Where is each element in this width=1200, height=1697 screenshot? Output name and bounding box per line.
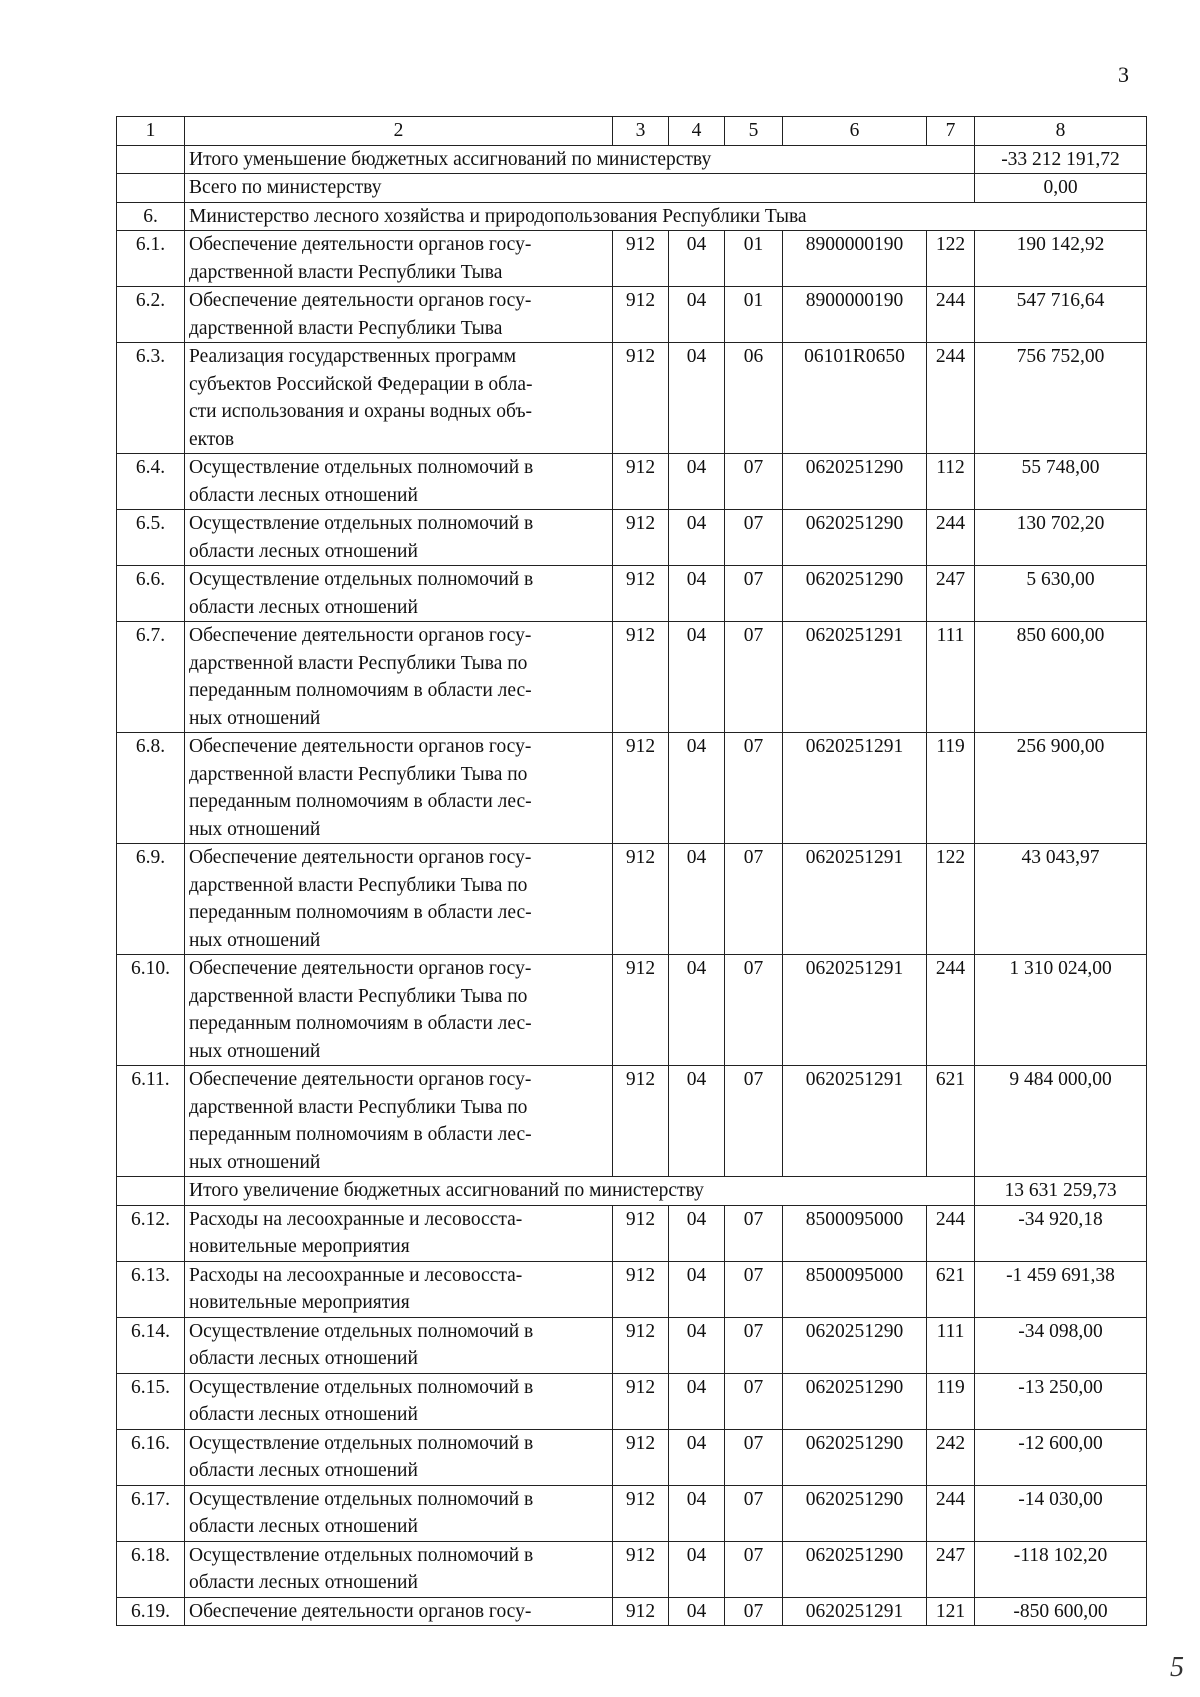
description-line: области лесных отношений xyxy=(189,484,418,506)
ministry-code: 912 xyxy=(613,454,669,510)
ministry-code: 912 xyxy=(613,231,669,287)
target-article-code: 0620251291 xyxy=(783,1066,927,1177)
table-row xyxy=(117,1485,1147,1541)
target-article-code: 0620251291 xyxy=(783,1597,927,1626)
target-article-code: 8500095000 xyxy=(783,1261,927,1317)
row-number: 6.17. xyxy=(117,1485,185,1541)
table-header-row xyxy=(117,117,1147,146)
ministry-code: 912 xyxy=(613,844,669,955)
row-description xyxy=(185,343,613,454)
row-number: 6.1. xyxy=(117,231,185,287)
amount: -34 098,00 xyxy=(975,1317,1147,1373)
description-line: новительные мероприятия xyxy=(189,1236,410,1257)
summary-label: Итого уменьшение бюджетных ассигнований по министерству xyxy=(185,145,975,174)
row-description xyxy=(185,1317,613,1373)
subsection-code: 07 xyxy=(725,844,783,955)
page-number: 3 xyxy=(1118,62,1129,87)
amount: 190 142,92 xyxy=(975,231,1147,287)
header-cell-1: 1 xyxy=(117,117,185,146)
row-description xyxy=(185,844,613,955)
row-number-cell xyxy=(117,174,185,203)
description-line: ных отношений xyxy=(189,929,321,951)
expense-type-code: 244 xyxy=(927,1205,975,1261)
table-row xyxy=(117,1597,1147,1626)
description-line: дарственной власти Республики Тыва по xyxy=(189,763,528,785)
subsection-code: 07 xyxy=(725,622,783,733)
description-line: области лесных отношений xyxy=(189,1572,418,1593)
expense-type-code: 119 xyxy=(927,1373,975,1429)
budget-table-body xyxy=(117,117,1147,1626)
header-cell-5: 5 xyxy=(725,117,783,146)
header-cell-3: 3 xyxy=(613,117,669,146)
section-code: 04 xyxy=(669,1261,725,1317)
section-row xyxy=(117,202,1147,231)
target-article-code: 8900000190 xyxy=(783,231,927,287)
ministry-code: 912 xyxy=(613,1373,669,1429)
description-line: Осуществление отдельных полномочий в xyxy=(189,1432,534,1454)
subsection-code: 07 xyxy=(725,1485,783,1541)
expense-type-code: 247 xyxy=(927,566,975,622)
row-description xyxy=(185,1066,613,1177)
row-description xyxy=(185,566,613,622)
row-number: 6.2. xyxy=(117,287,185,343)
expense-type-code: 621 xyxy=(927,1066,975,1177)
ministry-code: 912 xyxy=(613,1541,669,1597)
target-article-code: 0620251290 xyxy=(783,1429,927,1485)
header-cell-2: 2 xyxy=(185,117,613,146)
subsection-code: 01 xyxy=(725,287,783,343)
description-line: ных отношений xyxy=(189,818,321,840)
description-line: Расходы на лесоохранные и лесовосста- xyxy=(189,1208,523,1230)
target-article-code: 0620251291 xyxy=(783,622,927,733)
row-number: 6.19. xyxy=(117,1597,185,1626)
amount: -118 102,20 xyxy=(975,1541,1147,1597)
description-line: Обеспечение деятельности органов госу- xyxy=(189,1600,532,1622)
expense-type-code: 121 xyxy=(927,1597,975,1626)
description-line: Осуществление отдельных полномочий в xyxy=(189,457,534,478)
header-cell-7: 7 xyxy=(927,117,975,146)
row-number: 6.13. xyxy=(117,1261,185,1317)
table-row xyxy=(117,1429,1147,1485)
amount: 5 630,00 xyxy=(975,566,1147,622)
description-line: дарственной власти Республики Тыва по xyxy=(189,652,528,674)
row-description xyxy=(185,231,613,287)
row-number: 6.4. xyxy=(117,454,185,510)
description-line: Обеспечение деятельности органов госу- xyxy=(189,736,532,757)
target-article-code: 0620251290 xyxy=(783,566,927,622)
description-line: Обеспечение деятельности органов госу- xyxy=(189,847,532,868)
subsection-code: 06 xyxy=(725,343,783,454)
description-line: области лесных отношений xyxy=(189,596,418,618)
section-code: 04 xyxy=(669,1429,725,1485)
description-line: дарственной власти Республики Тыва по xyxy=(189,1096,528,1118)
subsection-code: 07 xyxy=(725,454,783,510)
table-row xyxy=(117,287,1147,343)
section-code: 04 xyxy=(669,622,725,733)
description-line: Обеспечение деятельности органов госу- xyxy=(189,290,532,311)
target-article-code: 8500095000 xyxy=(783,1205,927,1261)
subsection-code: 07 xyxy=(725,1597,783,1626)
ministry-code: 912 xyxy=(613,1597,669,1626)
row-number-cell xyxy=(117,145,185,174)
expense-type-code: 244 xyxy=(927,510,975,566)
expense-type-code: 242 xyxy=(927,1429,975,1485)
target-article-code: 0620251291 xyxy=(783,733,927,844)
table-row xyxy=(117,1373,1147,1429)
table-row xyxy=(117,955,1147,1066)
section-code: 04 xyxy=(669,955,725,1066)
ministry-code: 912 xyxy=(613,1429,669,1485)
header-cell-6: 6 xyxy=(783,117,927,146)
ministry-code: 912 xyxy=(613,343,669,454)
expense-type-code: 112 xyxy=(927,454,975,510)
table-row xyxy=(117,1066,1147,1177)
section-code: 04 xyxy=(669,343,725,454)
section-title: Министерство лесного хозяйства и природопользования Республики Тыва xyxy=(185,202,1147,231)
section-code: 04 xyxy=(669,1541,725,1597)
row-number: 6.6. xyxy=(117,566,185,622)
summary-row xyxy=(117,174,1147,203)
description-line: ных отношений xyxy=(189,1040,321,1062)
amount: 547 716,64 xyxy=(975,287,1147,343)
subsection-code: 07 xyxy=(725,1066,783,1177)
ministry-code: 912 xyxy=(613,622,669,733)
expense-type-code: 119 xyxy=(927,733,975,844)
row-description xyxy=(185,1261,613,1317)
subsection-code: 07 xyxy=(725,1317,783,1373)
description-line: Осуществление отдельных полномочий в xyxy=(189,1376,534,1398)
subsection-code: 07 xyxy=(725,1205,783,1261)
description-line: ектов xyxy=(189,428,235,450)
description-line: Осуществление отдельных полномочий в xyxy=(189,569,534,590)
row-number: 6.18. xyxy=(117,1541,185,1597)
description-line: области лесных отношений xyxy=(189,540,418,562)
summary-row xyxy=(117,1177,1147,1206)
expense-type-code: 244 xyxy=(927,955,975,1066)
row-description xyxy=(185,1541,613,1597)
amount: 130 702,20 xyxy=(975,510,1147,566)
target-article-code: 8900000190 xyxy=(783,287,927,343)
amount: 1 310 024,00 xyxy=(975,955,1147,1066)
section-code: 04 xyxy=(669,231,725,287)
ministry-code: 912 xyxy=(613,955,669,1066)
target-article-code: 06101R0650 xyxy=(783,343,927,454)
amount: -34 920,18 xyxy=(975,1205,1147,1261)
header-cell-8: 8 xyxy=(975,117,1147,146)
target-article-code: 0620251290 xyxy=(783,1317,927,1373)
table-row xyxy=(117,733,1147,844)
section-code: 04 xyxy=(669,844,725,955)
table-row xyxy=(117,231,1147,287)
subsection-code: 07 xyxy=(725,510,783,566)
description-line: ных отношений xyxy=(189,1151,321,1173)
row-number: 6.8. xyxy=(117,733,185,844)
description-line: Осуществление отдельных полномочий в xyxy=(189,513,534,534)
expense-type-code: 244 xyxy=(927,1485,975,1541)
expense-type-code: 621 xyxy=(927,1261,975,1317)
section-code: 04 xyxy=(669,510,725,566)
description-line: области лесных отношений xyxy=(189,1348,418,1369)
ministry-code: 912 xyxy=(613,1261,669,1317)
target-article-code: 0620251290 xyxy=(783,1485,927,1541)
target-article-code: 0620251290 xyxy=(783,1373,927,1429)
section-code: 04 xyxy=(669,1597,725,1626)
target-article-code: 0620251291 xyxy=(783,844,927,955)
amount: 850 600,00 xyxy=(975,622,1147,733)
summary-value: 13 631 259,73 xyxy=(975,1177,1147,1206)
table-row xyxy=(117,343,1147,454)
section-code: 04 xyxy=(669,454,725,510)
section-code: 04 xyxy=(669,1317,725,1373)
row-number: 6.11. xyxy=(117,1066,185,1177)
row-number: 6.15. xyxy=(117,1373,185,1429)
description-line: Осуществление отдельных полномочий в xyxy=(189,1488,534,1510)
table-row xyxy=(117,454,1147,510)
description-line: переданным полномочиям в области лес- xyxy=(189,902,532,923)
expense-type-code: 111 xyxy=(927,1317,975,1373)
row-description xyxy=(185,955,613,1066)
section-code: 04 xyxy=(669,566,725,622)
description-line: области лесных отношений xyxy=(189,1404,418,1425)
table-row xyxy=(117,1317,1147,1373)
description-line: Осуществление отдельных полномочий в xyxy=(189,1544,534,1566)
row-description xyxy=(185,1373,613,1429)
ministry-code: 912 xyxy=(613,733,669,844)
section-code: 04 xyxy=(669,1485,725,1541)
handwritten-page-mark: 5 xyxy=(1170,1652,1184,1683)
table-row xyxy=(117,1541,1147,1597)
expense-type-code: 122 xyxy=(927,231,975,287)
table-row xyxy=(117,1205,1147,1261)
amount: 43 043,97 xyxy=(975,844,1147,955)
description-line: сти использования и охраны водных объ- xyxy=(189,401,533,422)
section-code: 04 xyxy=(669,1205,725,1261)
row-number: 6.16. xyxy=(117,1429,185,1485)
description-line: области лесных отношений xyxy=(189,1516,418,1537)
expense-type-code: 244 xyxy=(927,287,975,343)
target-article-code: 0620251290 xyxy=(783,454,927,510)
description-line: Обеспечение деятельности органов госу- xyxy=(189,234,532,255)
description-line: дарственной власти Республики Тыва по xyxy=(189,874,528,896)
amount: 55 748,00 xyxy=(975,454,1147,510)
expense-type-code: 244 xyxy=(927,343,975,454)
ministry-code: 912 xyxy=(613,1317,669,1373)
amount: 256 900,00 xyxy=(975,733,1147,844)
ministry-code: 912 xyxy=(613,1066,669,1177)
row-number: 6.3. xyxy=(117,343,185,454)
amount: 756 752,00 xyxy=(975,343,1147,454)
ministry-code: 912 xyxy=(613,510,669,566)
description-line: Осуществление отдельных полномочий в xyxy=(189,1320,534,1342)
description-line: дарственной власти Республики Тыва xyxy=(189,261,503,283)
subsection-code: 01 xyxy=(725,231,783,287)
description-line: Реализация государственных программ xyxy=(189,346,517,367)
subsection-code: 07 xyxy=(725,1373,783,1429)
description-line: Обеспечение деятельности органов госу- xyxy=(189,1069,532,1090)
description-line: дарственной власти Республики Тыва по xyxy=(189,985,528,1007)
subsection-code: 07 xyxy=(725,566,783,622)
row-number: 6.7. xyxy=(117,622,185,733)
description-line: переданным полномочиям в области лес- xyxy=(189,1013,532,1034)
row-description xyxy=(185,733,613,844)
target-article-code: 0620251290 xyxy=(783,510,927,566)
row-description xyxy=(185,1205,613,1261)
target-article-code: 0620251290 xyxy=(783,1541,927,1597)
row-number-cell xyxy=(117,1177,185,1206)
table-row xyxy=(117,566,1147,622)
description-line: дарственной власти Республики Тыва xyxy=(189,317,503,339)
ministry-code: 912 xyxy=(613,566,669,622)
amount: -13 250,00 xyxy=(975,1373,1147,1429)
summary-label: Итого увеличение бюджетных ассигнований по министерству xyxy=(185,1177,975,1206)
table-row xyxy=(117,1261,1147,1317)
summary-row xyxy=(117,145,1147,174)
section-number: 6. xyxy=(117,202,185,231)
amount: 9 484 000,00 xyxy=(975,1066,1147,1177)
summary-value: -33 212 191,72 xyxy=(975,145,1147,174)
subsection-code: 07 xyxy=(725,1429,783,1485)
amount: -14 030,00 xyxy=(975,1485,1147,1541)
section-code: 04 xyxy=(669,733,725,844)
summary-value: 0,00 xyxy=(975,174,1147,203)
row-description xyxy=(185,1485,613,1541)
target-article-code: 0620251291 xyxy=(783,955,927,1066)
ministry-code: 912 xyxy=(613,1485,669,1541)
amount: -1 459 691,38 xyxy=(975,1261,1147,1317)
row-description xyxy=(185,287,613,343)
description-line: области лесных отношений xyxy=(189,1460,418,1481)
subsection-code: 07 xyxy=(725,1261,783,1317)
row-description xyxy=(185,622,613,733)
description-line: переданным полномочиям в области лес- xyxy=(189,680,532,701)
table-row xyxy=(117,622,1147,733)
amount: -850 600,00 xyxy=(975,1597,1147,1626)
row-description xyxy=(185,454,613,510)
expense-type-code: 122 xyxy=(927,844,975,955)
description-line: субъектов Российской Федерации в обла- xyxy=(189,373,533,395)
section-code: 04 xyxy=(669,1373,725,1429)
amount: -12 600,00 xyxy=(975,1429,1147,1485)
row-number: 6.10. xyxy=(117,955,185,1066)
table-row xyxy=(117,844,1147,955)
budget-table xyxy=(116,116,1147,1626)
subsection-code: 07 xyxy=(725,1541,783,1597)
ministry-code: 912 xyxy=(613,1205,669,1261)
description-line: Расходы на лесоохранные и лесовосста- xyxy=(189,1264,523,1286)
subsection-code: 07 xyxy=(725,955,783,1066)
description-line: ных отношений xyxy=(189,707,321,729)
section-code: 04 xyxy=(669,1066,725,1177)
row-description xyxy=(185,1429,613,1485)
row-number: 6.9. xyxy=(117,844,185,955)
expense-type-code: 111 xyxy=(927,622,975,733)
header-cell-4: 4 xyxy=(669,117,725,146)
ministry-code: 912 xyxy=(613,287,669,343)
description-line: переданным полномочиям в области лес- xyxy=(189,1124,532,1145)
row-description xyxy=(185,1597,613,1626)
description-line: Обеспечение деятельности органов госу- xyxy=(189,958,532,979)
description-line: новительные мероприятия xyxy=(189,1292,410,1313)
summary-label: Всего по министерству xyxy=(185,174,975,203)
expense-type-code: 247 xyxy=(927,1541,975,1597)
row-number: 6.12. xyxy=(117,1205,185,1261)
section-code: 04 xyxy=(669,287,725,343)
row-number: 6.14. xyxy=(117,1317,185,1373)
subsection-code: 07 xyxy=(725,733,783,844)
row-description xyxy=(185,510,613,566)
description-line: Обеспечение деятельности органов госу- xyxy=(189,625,532,646)
description-line: переданным полномочиям в области лес- xyxy=(189,791,532,812)
row-number: 6.5. xyxy=(117,510,185,566)
table-row xyxy=(117,510,1147,566)
